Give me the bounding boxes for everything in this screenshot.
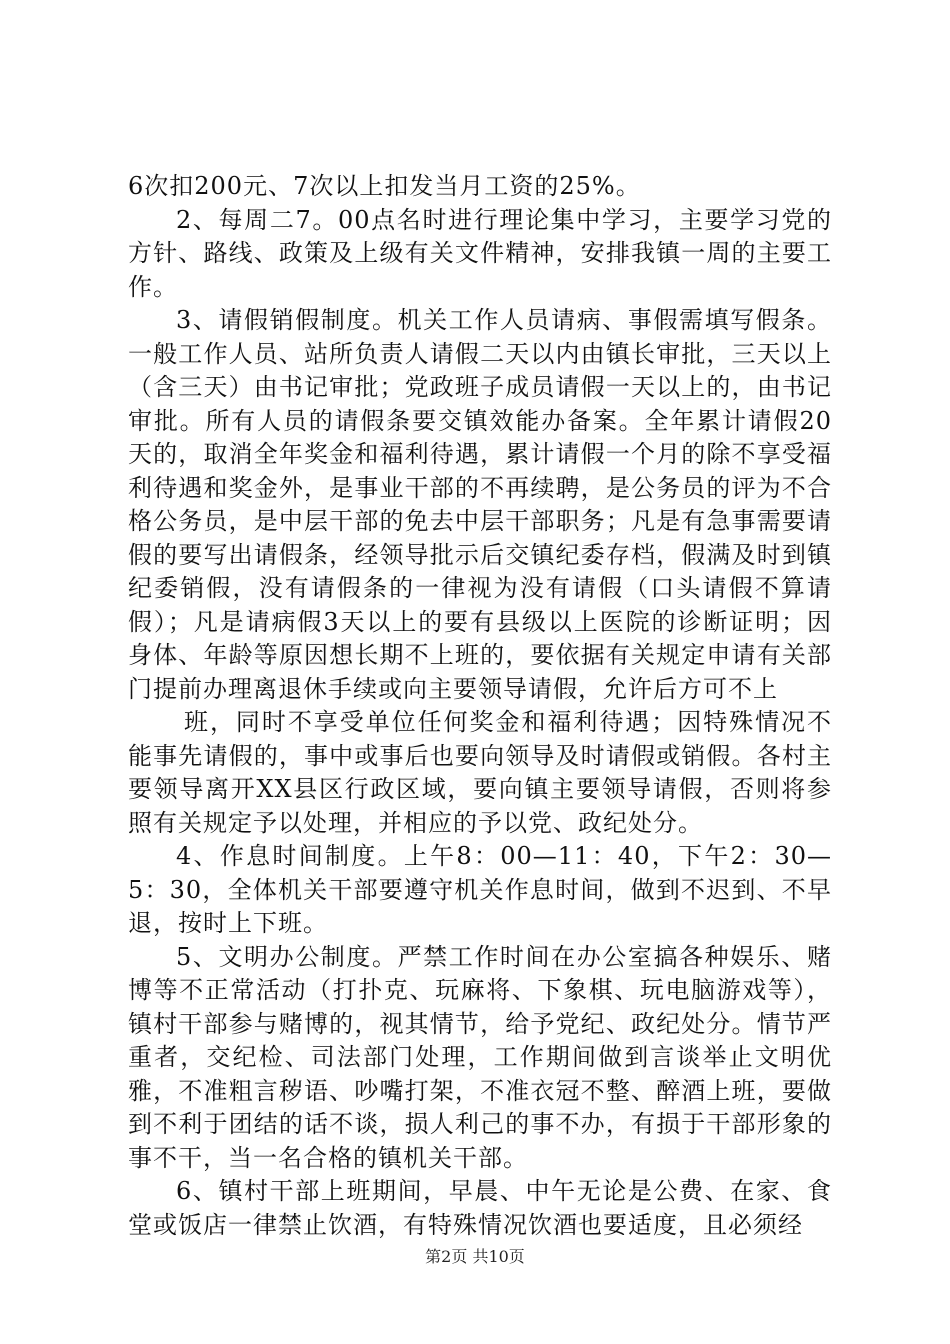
paragraph-leave-policy-continued: 班，同时不享受单位任何奖金和福利待遇；因特殊情况不能事先请假的，事中或事后也要向领导及时请假或销假。各村主要领导离开XX县区行政区域，要向镇主要领导请假，否则将参照有关规定予以处理，并相应的予以党、政纪处分。: [128, 708, 832, 837]
paragraph-drinking-rule: 6、镇村干部上班期间，早晨、中午无论是公费、在家、食堂或饭店一律禁止饮酒，有特殊情况饮酒也要适度，且必须经: [128, 1177, 832, 1239]
paragraph-civil-office: 5、文明办公制度。严禁工作时间在办公室搞各种娱乐、赌博等不正常活动（打扑克、玩麻将、下象棋、玩电脑游戏等），镇村干部参与赌博的，视其情节，给予党纪、政纪处分。情节严重者，交纪检、司法部门处理，工作期间做到言谈举止文明优雅，不准粗言秽语、吵嘴打架，不准衣冠不整、醉酒上班，要做到不利于团结的话不谈，损人利己的事不办，有损于干部形象的事不干，当一名合格的镇机关干部。: [128, 942, 832, 1172]
paragraph-weekly-study: 2、每周二7。00点名时进行理论集中学习，主要学习党的方针、路线、政策及上级有关文件精神，安排我镇一周的主要工作。: [128, 205, 832, 301]
document-body: [128, 170, 832, 1242]
paragraph-continuation: 6次扣200元、7次以上扣发当月工资的25%。: [128, 172, 641, 200]
page-number-footer: 第2页 共10页: [425, 1247, 525, 1266]
paragraph-work-hours: 4、作息时间制度。上午8：00—11：40，下午2：30—5：30，全体机关干部要遵守机关作息时间，做到不迟到、不早退，按时上下班。: [128, 842, 832, 937]
paragraph-leave-policy: 3、请假销假制度。机关工作人员请病、事假需填写假条。一般工作人员、站所负责人请假二天以内由镇长审批，三天以上（含三天）由书记审批；党政班子成员请假一天以上的，由书记审批。所有人员的请假条要交镇效能办备案。全年累计请假20天的，取消全年奖金和福利待遇，累计请假一个月的除不享受福利待遇和奖金外，是事业干部的不再续聘，是公务员的评为不合格公务员，是中层干部的免去中层干部职务；凡是有急事需要请假的要写出请假条，经领导批示后交镇纪委存档，假满及时到镇纪委销假，没有请假条的一律视为没有请假（口头请假不算请假）；凡是请病假3天以上的要有县级以上医院的诊断证明；因身体、年龄等原因想长期不上班的，要依据有关规定申请有关部门提前办理离退休手续或向主要领导请假，允许后方可不上: [128, 306, 832, 703]
